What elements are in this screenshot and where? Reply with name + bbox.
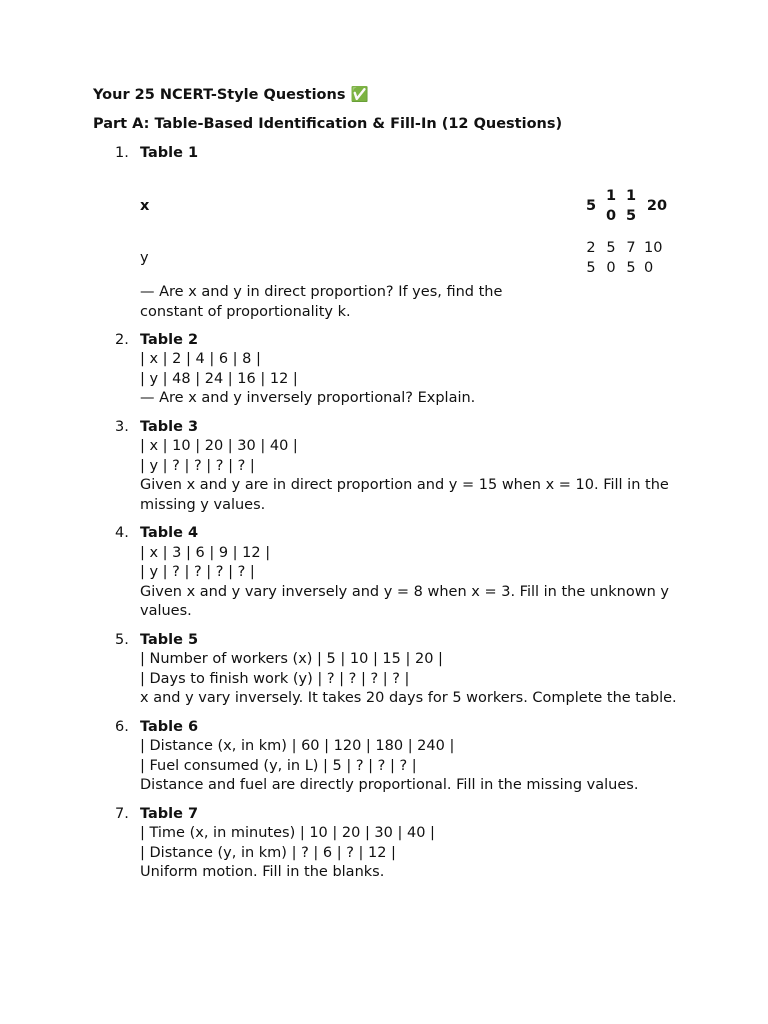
table-row-x: | x | 3 | 6 | 9 | 12 | [140,544,271,561]
table-1-y-cell: 5 0 [606,239,616,276]
table-row-x: | x | 2 | 4 | 6 | 8 | [140,351,261,367]
document-heading: Your 25 NCERT-Style Questions ✅ [93,87,369,103]
question-text: Given x and y are in direct proportion and y = 15 when x = 10. Fill in the missing y values. [140,477,669,513]
table-1-x-label: x [140,197,150,214]
table-1 [140,166,683,278]
question-title: Table 6 [140,718,199,735]
table-1-x-cell: 1 5 [625,187,637,224]
table-row-y: | Days to finish work (y) | ? | ? | ? | ? | [140,670,410,687]
table-1-x-cell: 1 0 [605,187,617,224]
question-number: 5. [115,631,129,648]
table-1-y-cell: 7 5 [626,239,636,276]
question-4 [93,524,683,622]
table-row-y: | Fuel consumed (y, in L) | 5 | ? | ? | ? | [140,757,417,774]
question-text: Given x and y vary inversely and y = 8 when x = 3. Fill in the unknown y values. [140,583,669,619]
table-row-y: | Distance (y, in km) | ? | 6 | ? | 12 | [140,844,396,861]
question-3 [93,418,683,516]
question-number: 4. [115,525,129,541]
table-row-x: | Number of workers (x) | 5 | 10 | 15 | 20 | [140,651,443,667]
question-text: — Are x and y in direct proportion? If yes, find the constant of proportionality k. [140,283,503,320]
question-2 [93,331,683,409]
question-number: 2. [115,331,129,348]
question-number: 6. [115,718,129,735]
question-title: Table 4 [140,525,199,541]
question-5 [93,631,683,709]
table-row-x: | Distance (x, in km) | 60 | 120 | 180 | 240 | [140,738,455,754]
table-1-y-cell: 10 0 [644,239,663,276]
question-title: Table 1 [140,145,199,161]
question-1 [93,144,683,322]
question-text: — Are x and y inversely proportional? Explain. [140,390,476,406]
question-number: 7. [115,805,129,822]
part-a-heading: Part A: Table-Based Identification & Fill-In (12 Questions) [93,116,563,132]
table-row-x: | x | 10 | 20 | 30 | 40 | [140,438,298,454]
question-number: 3. [115,418,129,435]
question-6 [93,718,683,796]
question-list [93,144,683,892]
table-row-y: | y | ? | ? | ? | ? | [140,457,255,474]
question-title: Table 7 [140,805,199,822]
question-number: 1. [115,145,129,161]
question-title: Table 2 [140,331,199,348]
table-row-x: | Time (x, in minutes) | 10 | 20 | 30 | 40 | [140,825,435,841]
question-title: Table 3 [140,418,199,435]
table-1-x-cell: 5 [585,197,597,214]
table-1-x-cell: 20 [646,197,668,214]
question-7 [93,805,683,883]
question-title: Table 5 [140,631,199,648]
question-text: x and y vary inversely. It takes 20 days for 5 workers. Complete the table. [140,690,677,706]
table-1-y-cell: 2 5 [586,239,596,276]
table-1-y-label: y [140,249,149,266]
question-text: Distance and fuel are directly proportional. Fill in the missing values. [140,777,639,793]
table-row-y: | y | 48 | 24 | 16 | 12 | [140,370,298,387]
question-text: Uniform motion. Fill in the blanks. [140,864,385,880]
table-row-y: | y | ? | ? | ? | ? | [140,564,255,580]
